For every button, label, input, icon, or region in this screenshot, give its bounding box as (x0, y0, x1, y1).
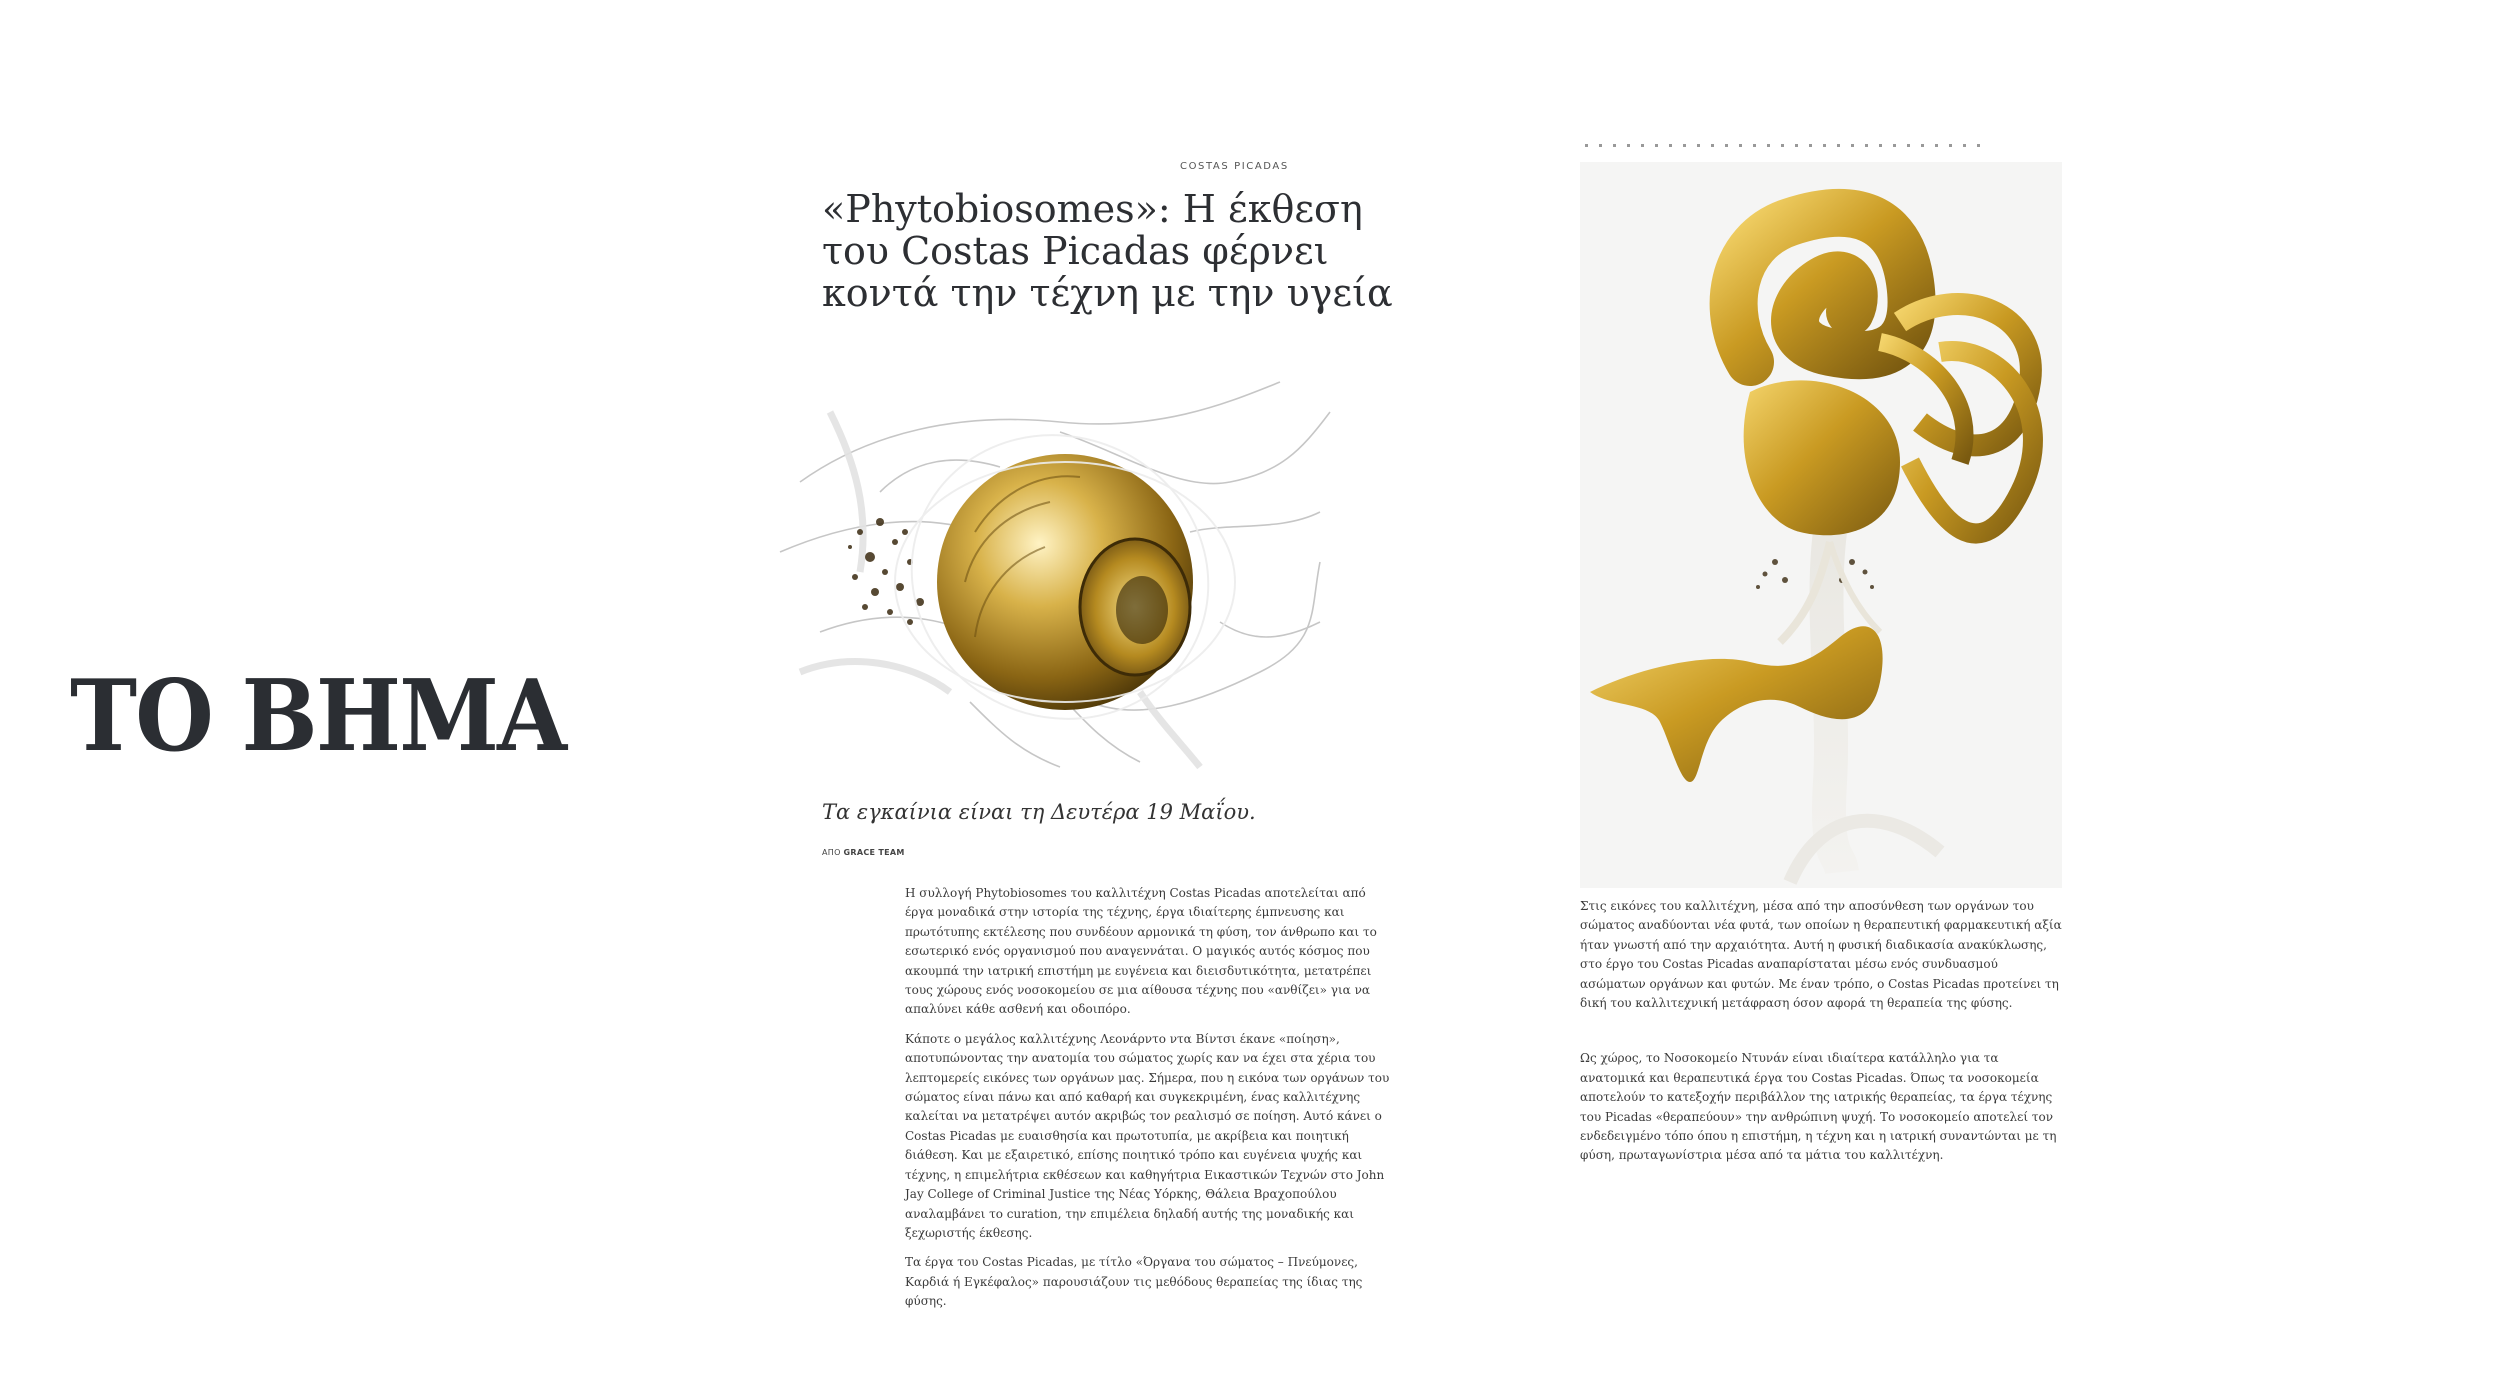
article-kicker[interactable]: COSTAS PICADAS (1180, 161, 1289, 172)
paragraph: Ως χώρος, το Νοσοκομείο Ντυνάν είναι ιδιαίτερα κατάλληλο για τα ανατομικά και θεραπευτικά έργα του Costas Picadas. Όπως τα νοσοκομεία αποτελούν το κατεξοχήν περιβάλλον της ιατρικής θεραπείας, τα έργα τέχνης του Picadas «θεραπεύουν» την ανθρώπινη ψυχή. Το νοσοκομείο αποτελεί τον ενδεδειγμένο τόπο όπου η επιστήμη, η τέχνη και η ιατρική συναντώνται με τη φύση, πρωταγωνίστρια μέσα από τα μάτια του καλλιτέχνη. (1580, 1051, 2057, 1163)
paragraph: Στις εικόνες του καλλιτέχνη, μέσα από την αποσύνθεση των οργάνων του σώματος αναδύονται νέα φυτά, των οποίων η θεραπευτική φαρμακευτική αξία ήταν γνωστή από την αρχαιότητα. Αυτή η φυσική διαδικασία ανακύκλωσης, στο έργο του Costas Picadas αναπαρίσταται μέσω ενός συνδυασμού ασώματων οργάνων και φυτών. Με έναν τρόπο, ο Costas Picadas προτείνει τη δική του καλλιτεχνική μετάφραση όσον αφορά τη θεραπεία της φύσης. (1580, 899, 2062, 1011)
paragraph: Τα έργα του Costas Picadas, με τίτλο «Όργανα του σώματος – Πνεύμονες, Καρδιά ή Εγκέφαλος» παρουσιάζουν τις μεθόδους θεραπείας της ίδιας της φύσης. (905, 1255, 1363, 1309)
byline-prefix: ΑΠΟ (822, 848, 841, 857)
article-body-left (905, 884, 1395, 1322)
article-subtitle: Τα εγκαίνια είναι τη Δευτέρα 19 Μαΐου. (822, 800, 1256, 824)
hero-image-eye-sculpture (760, 372, 1340, 772)
byline-author[interactable]: GRACE TEAM (843, 848, 905, 857)
paragraph: Κάποτε ο μεγάλος καλλιτέχνης Λεονάρντο ντα Βίντσι έκανε «ποίηση», αποτυπώνοντας την ανατομία του σώματος χωρίς καν να έχει στα χέρια του λεπτομερείς εικόνες των οργάνων μας. Σήμερα, που η εικόνα των οργάνων του σώματος είναι πάνω και από καθαρή και συγκεκριμένη, ένας καλλιτέχνης καλείται να μετατρέψει αυτόν ακριβώς τον ρεαλισμό σε ποίηση. Αυτό κάνει ο Costas Picadas με ευαισθησία και πρωτοτυπία, με ακρίβεια και ποιητική διάθεση. Και με εξαιρετικό, επίσης ποιητικό τρόπο και ευγένεια ψυχής και τέχνης, η επιμελήτρια εκθέσεων και καθηγήτρια Εικαστικών Τεχνών στο John Jay College of Criminal Justice της Νέας Υόρκης, Θάλεια Βραχοπούλου αναλαμβάνει το curation, την επιμέλεια δηλαδή αυτής της μοναδικής και ξεχωριστής έκθεσης. (905, 1031, 1390, 1240)
ear-sculpture-graphic (1580, 162, 2062, 888)
article-body-right (1580, 897, 2062, 1176)
cropped-text-strip (1585, 144, 1985, 147)
article-headline: «Phytobiosomes»: Η έκθεση του Costas Picadas φέρνει κοντά την τέχνη με την υγεία (822, 187, 1393, 315)
paragraph: Η συλλογή Phytobiosomes του καλλιτέχνη Costas Picadas αποτελείται από έργα μοναδικά στην ιστορία της τέχνης, έργα ιδιαίτερης έμπνευσης και πρωτότυπης εκτέλεσης που συνδέουν αρμονικά τη φύση, τον άνθρωπο και το εσωτερικό ενός οργανισμού που αναγεννάται. Ο μαγικός αυτός κόσμος που ακουμπά την ιατρική επιστήμη με ευγένεια και διεισδυτικότητα, μετατρέπει τους χώρους ενός νοσοκομείου σε μια αίθουσα τέχνης που «ανθίζει» για να απαλύνει κάθε ασθενή και οδοιπόρο. (905, 886, 1377, 1017)
hero-image-ear-sculpture (1580, 162, 2062, 888)
article-byline (822, 848, 905, 857)
site-logo[interactable]: ΤΟ ΒΗΜΑ (70, 659, 566, 774)
